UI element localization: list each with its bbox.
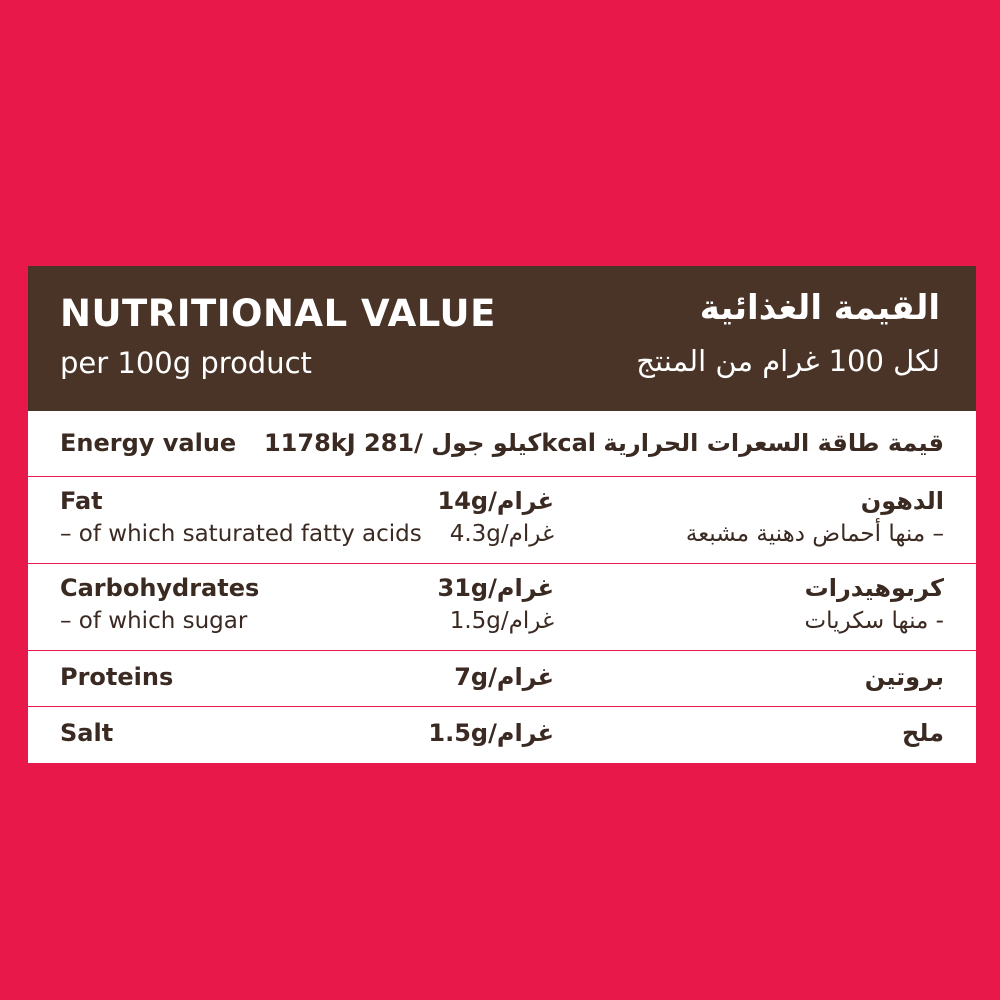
nutrition-header: [28, 266, 976, 411]
title-en: NUTRITIONAL VALUE: [60, 292, 496, 335]
fat-value: 14g/غرام: [437, 487, 554, 515]
row-salt: [28, 707, 976, 768]
sugar-label-en: – of which sugar: [60, 608, 248, 634]
row-proteins: [28, 651, 976, 707]
row-carbohydrates: [28, 564, 976, 651]
row-fat: [28, 477, 976, 564]
saturated-value: 4.3g/غرام: [449, 521, 554, 547]
carbs-label-en: Carbohydrates: [60, 574, 260, 602]
fat-label-en: Fat: [60, 487, 103, 515]
saturated-label-en: – of which saturated fatty acids: [60, 521, 422, 547]
salt-label-en: Salt: [60, 719, 114, 747]
saturated-label-ar: – منها أحماض دهنية مشبعة: [685, 521, 944, 547]
energy-label-ar: قيمة طاقة السعرات الحرارية: [603, 429, 944, 457]
title-ar: القيمة الغذائية: [699, 288, 940, 328]
subtitle-en: per 100g product: [60, 346, 312, 380]
proteins-label-ar: بروتين: [864, 663, 944, 691]
row-energy: [28, 411, 976, 477]
carbs-value: 31g/غرام: [437, 574, 554, 602]
carbs-label-ar: كربوهيدرات: [804, 574, 944, 602]
nutrition-table: [28, 411, 976, 768]
salt-label-ar: ملح: [902, 719, 944, 747]
sugar-value: 1.5g/غرام: [449, 608, 554, 634]
fat-label-ar: الدهون: [860, 487, 944, 515]
nutrition-label: [28, 266, 976, 763]
salt-value: 1.5g/غرام: [428, 719, 554, 747]
proteins-label-en: Proteins: [60, 663, 174, 691]
energy-value: 1178kJ كيلو جول /281kcal: [263, 429, 596, 457]
sugar-label-ar: - منها سكريات: [804, 608, 944, 634]
proteins-value: 7g/غرام: [454, 663, 554, 691]
subtitle-ar: لكل 100 غرام من المنتج: [636, 344, 940, 378]
energy-label-en: Energy value: [60, 429, 237, 457]
